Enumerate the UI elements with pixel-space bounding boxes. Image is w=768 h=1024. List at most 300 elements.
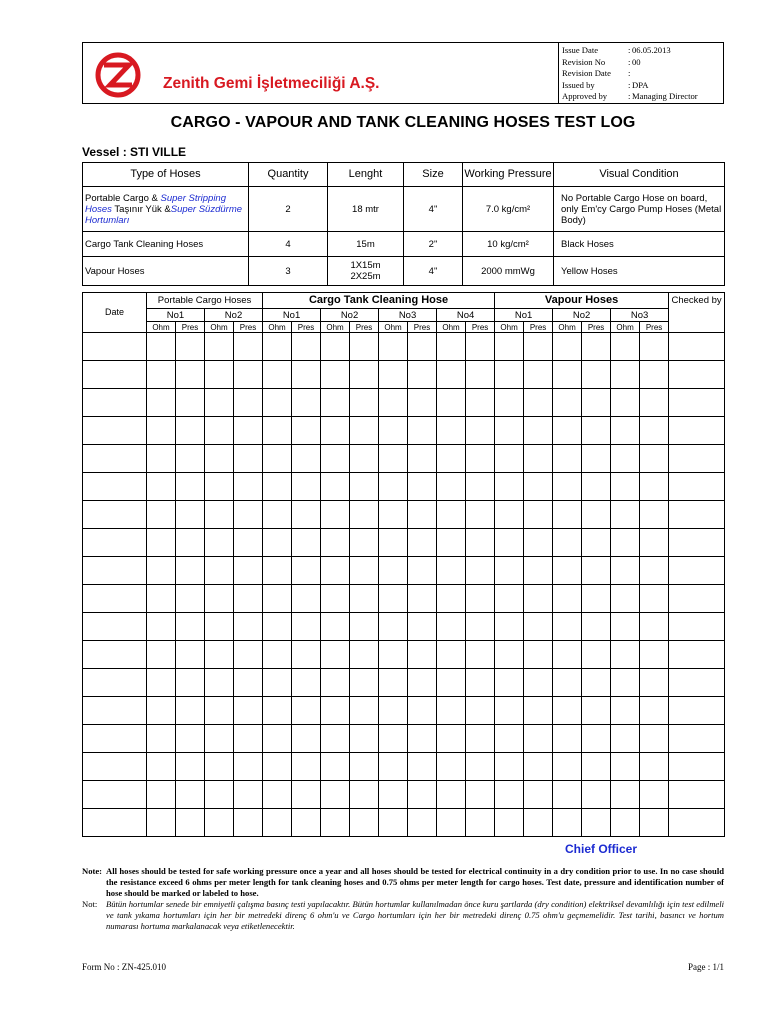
measure-cell[interactable]	[350, 781, 379, 809]
measure-cell[interactable]	[437, 445, 466, 473]
measure-cell[interactable]	[292, 445, 321, 473]
measure-cell[interactable]	[292, 781, 321, 809]
measure-cell[interactable]	[640, 389, 669, 417]
measure-cell[interactable]	[437, 417, 466, 445]
checked-by-cell[interactable]	[669, 333, 725, 361]
measure-cell[interactable]	[234, 361, 263, 389]
measure-cell[interactable]	[640, 445, 669, 473]
measure-cell[interactable]	[553, 473, 582, 501]
measure-cell[interactable]	[553, 417, 582, 445]
measure-cell[interactable]	[582, 613, 611, 641]
measure-cell[interactable]	[176, 473, 205, 501]
measure-cell[interactable]	[321, 389, 350, 417]
measure-cell[interactable]	[495, 473, 524, 501]
measure-cell[interactable]	[524, 725, 553, 753]
measure-cell[interactable]	[205, 585, 234, 613]
measure-cell[interactable]	[350, 613, 379, 641]
measure-cell[interactable]	[553, 725, 582, 753]
measure-cell[interactable]	[553, 641, 582, 669]
measure-cell[interactable]	[379, 529, 408, 557]
measure-cell[interactable]	[466, 753, 495, 781]
measure-cell[interactable]	[640, 417, 669, 445]
measure-cell[interactable]	[263, 669, 292, 697]
checked-by-cell[interactable]	[669, 417, 725, 445]
measure-cell[interactable]	[524, 613, 553, 641]
measure-cell[interactable]	[234, 389, 263, 417]
measure-cell[interactable]	[263, 529, 292, 557]
measure-cell[interactable]	[582, 529, 611, 557]
measure-cell[interactable]	[611, 333, 640, 361]
measure-cell[interactable]	[611, 417, 640, 445]
measure-cell[interactable]	[582, 557, 611, 585]
checked-by-cell[interactable]	[669, 585, 725, 613]
checked-by-cell[interactable]	[669, 781, 725, 809]
measure-cell[interactable]	[495, 725, 524, 753]
measure-cell[interactable]	[524, 641, 553, 669]
measure-cell[interactable]	[205, 669, 234, 697]
measure-cell[interactable]	[379, 361, 408, 389]
measure-cell[interactable]	[379, 333, 408, 361]
measure-cell[interactable]	[466, 417, 495, 445]
measure-cell[interactable]	[263, 753, 292, 781]
measure-cell[interactable]	[147, 361, 176, 389]
measure-cell[interactable]	[437, 725, 466, 753]
measure-cell[interactable]	[408, 333, 437, 361]
measure-cell[interactable]	[640, 781, 669, 809]
measure-cell[interactable]	[147, 445, 176, 473]
checked-by-cell[interactable]	[669, 697, 725, 725]
measure-cell[interactable]	[553, 809, 582, 837]
measure-cell[interactable]	[640, 809, 669, 837]
measure-cell[interactable]	[524, 417, 553, 445]
measure-cell[interactable]	[321, 725, 350, 753]
date-cell[interactable]	[83, 473, 147, 501]
measure-cell[interactable]	[292, 389, 321, 417]
measure-cell[interactable]	[640, 753, 669, 781]
measure-cell[interactable]	[350, 361, 379, 389]
measure-cell[interactable]	[408, 361, 437, 389]
measure-cell[interactable]	[350, 501, 379, 529]
measure-cell[interactable]	[234, 501, 263, 529]
measure-cell[interactable]	[466, 473, 495, 501]
measure-cell[interactable]	[582, 809, 611, 837]
checked-by-cell[interactable]	[669, 473, 725, 501]
date-cell[interactable]	[83, 585, 147, 613]
measure-cell[interactable]	[147, 473, 176, 501]
measure-cell[interactable]	[205, 473, 234, 501]
measure-cell[interactable]	[640, 641, 669, 669]
checked-by-cell[interactable]	[669, 445, 725, 473]
measure-cell[interactable]	[176, 417, 205, 445]
measure-cell[interactable]	[640, 557, 669, 585]
measure-cell[interactable]	[408, 753, 437, 781]
measure-cell[interactable]	[379, 725, 408, 753]
measure-cell[interactable]	[437, 669, 466, 697]
measure-cell[interactable]	[495, 669, 524, 697]
measure-cell[interactable]	[350, 417, 379, 445]
measure-cell[interactable]	[147, 725, 176, 753]
measure-cell[interactable]	[350, 389, 379, 417]
measure-cell[interactable]	[176, 501, 205, 529]
date-cell[interactable]	[83, 697, 147, 725]
date-cell[interactable]	[83, 641, 147, 669]
measure-cell[interactable]	[147, 697, 176, 725]
measure-cell[interactable]	[379, 445, 408, 473]
measure-cell[interactable]	[466, 641, 495, 669]
checked-by-cell[interactable]	[669, 389, 725, 417]
measure-cell[interactable]	[379, 501, 408, 529]
measure-cell[interactable]	[205, 753, 234, 781]
measure-cell[interactable]	[176, 333, 205, 361]
measure-cell[interactable]	[640, 529, 669, 557]
measure-cell[interactable]	[379, 781, 408, 809]
measure-cell[interactable]	[147, 669, 176, 697]
measure-cell[interactable]	[205, 417, 234, 445]
measure-cell[interactable]	[176, 781, 205, 809]
checked-by-cell[interactable]	[669, 753, 725, 781]
measure-cell[interactable]	[495, 781, 524, 809]
measure-cell[interactable]	[553, 585, 582, 613]
measure-cell[interactable]	[640, 697, 669, 725]
measure-cell[interactable]	[640, 333, 669, 361]
measure-cell[interactable]	[292, 417, 321, 445]
measure-cell[interactable]	[640, 585, 669, 613]
checked-by-cell[interactable]	[669, 669, 725, 697]
measure-cell[interactable]	[640, 613, 669, 641]
measure-cell[interactable]	[176, 697, 205, 725]
measure-cell[interactable]	[611, 641, 640, 669]
measure-cell[interactable]	[466, 557, 495, 585]
measure-cell[interactable]	[408, 641, 437, 669]
measure-cell[interactable]	[147, 557, 176, 585]
measure-cell[interactable]	[640, 669, 669, 697]
measure-cell[interactable]	[524, 529, 553, 557]
measure-cell[interactable]	[350, 641, 379, 669]
measure-cell[interactable]	[321, 473, 350, 501]
date-cell[interactable]	[83, 417, 147, 445]
measure-cell[interactable]	[495, 557, 524, 585]
measure-cell[interactable]	[408, 809, 437, 837]
measure-cell[interactable]	[611, 473, 640, 501]
measure-cell[interactable]	[350, 725, 379, 753]
measure-cell[interactable]	[437, 753, 466, 781]
measure-cell[interactable]	[582, 473, 611, 501]
measure-cell[interactable]	[582, 669, 611, 697]
measure-cell[interactable]	[466, 809, 495, 837]
measure-cell[interactable]	[292, 501, 321, 529]
measure-cell[interactable]	[437, 333, 466, 361]
measure-cell[interactable]	[147, 641, 176, 669]
measure-cell[interactable]	[379, 613, 408, 641]
measure-cell[interactable]	[408, 697, 437, 725]
measure-cell[interactable]	[640, 361, 669, 389]
measure-cell[interactable]	[408, 417, 437, 445]
measure-cell[interactable]	[205, 445, 234, 473]
measure-cell[interactable]	[379, 473, 408, 501]
date-cell[interactable]	[83, 725, 147, 753]
measure-cell[interactable]	[437, 781, 466, 809]
measure-cell[interactable]	[611, 585, 640, 613]
measure-cell[interactable]	[466, 669, 495, 697]
measure-cell[interactable]	[205, 809, 234, 837]
measure-cell[interactable]	[582, 585, 611, 613]
date-cell[interactable]	[83, 445, 147, 473]
measure-cell[interactable]	[379, 669, 408, 697]
measure-cell[interactable]	[321, 641, 350, 669]
checked-by-cell[interactable]	[669, 361, 725, 389]
measure-cell[interactable]	[379, 585, 408, 613]
measure-cell[interactable]	[292, 809, 321, 837]
measure-cell[interactable]	[611, 361, 640, 389]
measure-cell[interactable]	[495, 697, 524, 725]
measure-cell[interactable]	[495, 613, 524, 641]
measure-cell[interactable]	[263, 781, 292, 809]
measure-cell[interactable]	[234, 753, 263, 781]
measure-cell[interactable]	[611, 781, 640, 809]
measure-cell[interactable]	[437, 809, 466, 837]
measure-cell[interactable]	[350, 669, 379, 697]
measure-cell[interactable]	[379, 389, 408, 417]
measure-cell[interactable]	[321, 585, 350, 613]
measure-cell[interactable]	[524, 557, 553, 585]
measure-cell[interactable]	[611, 725, 640, 753]
measure-cell[interactable]	[524, 585, 553, 613]
measure-cell[interactable]	[582, 389, 611, 417]
measure-cell[interactable]	[437, 641, 466, 669]
measure-cell[interactable]	[176, 445, 205, 473]
measure-cell[interactable]	[553, 613, 582, 641]
measure-cell[interactable]	[263, 445, 292, 473]
measure-cell[interactable]	[495, 641, 524, 669]
measure-cell[interactable]	[263, 697, 292, 725]
measure-cell[interactable]	[321, 445, 350, 473]
measure-cell[interactable]	[263, 417, 292, 445]
measure-cell[interactable]	[234, 697, 263, 725]
date-cell[interactable]	[83, 753, 147, 781]
measure-cell[interactable]	[524, 809, 553, 837]
measure-cell[interactable]	[524, 781, 553, 809]
measure-cell[interactable]	[350, 333, 379, 361]
measure-cell[interactable]	[234, 641, 263, 669]
measure-cell[interactable]	[437, 361, 466, 389]
measure-cell[interactable]	[263, 641, 292, 669]
measure-cell[interactable]	[263, 473, 292, 501]
measure-cell[interactable]	[234, 809, 263, 837]
measure-cell[interactable]	[553, 697, 582, 725]
measure-cell[interactable]	[263, 725, 292, 753]
measure-cell[interactable]	[176, 361, 205, 389]
measure-cell[interactable]	[350, 529, 379, 557]
measure-cell[interactable]	[321, 669, 350, 697]
measure-cell[interactable]	[408, 529, 437, 557]
measure-cell[interactable]	[147, 501, 176, 529]
measure-cell[interactable]	[292, 753, 321, 781]
measure-cell[interactable]	[147, 529, 176, 557]
date-cell[interactable]	[83, 529, 147, 557]
measure-cell[interactable]	[466, 585, 495, 613]
measure-cell[interactable]	[408, 781, 437, 809]
measure-cell[interactable]	[321, 697, 350, 725]
measure-cell[interactable]	[408, 389, 437, 417]
measure-cell[interactable]	[176, 585, 205, 613]
measure-cell[interactable]	[582, 501, 611, 529]
measure-cell[interactable]	[263, 809, 292, 837]
measure-cell[interactable]	[553, 669, 582, 697]
measure-cell[interactable]	[292, 361, 321, 389]
measure-cell[interactable]	[611, 753, 640, 781]
measure-cell[interactable]	[437, 501, 466, 529]
measure-cell[interactable]	[379, 809, 408, 837]
measure-cell[interactable]	[292, 529, 321, 557]
measure-cell[interactable]	[495, 529, 524, 557]
date-cell[interactable]	[83, 389, 147, 417]
measure-cell[interactable]	[524, 753, 553, 781]
measure-cell[interactable]	[176, 669, 205, 697]
measure-cell[interactable]	[263, 361, 292, 389]
measure-cell[interactable]	[379, 557, 408, 585]
measure-cell[interactable]	[524, 445, 553, 473]
measure-cell[interactable]	[263, 501, 292, 529]
measure-cell[interactable]	[147, 613, 176, 641]
measure-cell[interactable]	[437, 613, 466, 641]
checked-by-cell[interactable]	[669, 529, 725, 557]
measure-cell[interactable]	[437, 389, 466, 417]
measure-cell[interactable]	[379, 697, 408, 725]
measure-cell[interactable]	[466, 389, 495, 417]
measure-cell[interactable]	[205, 333, 234, 361]
measure-cell[interactable]	[263, 389, 292, 417]
measure-cell[interactable]	[495, 333, 524, 361]
measure-cell[interactable]	[524, 389, 553, 417]
measure-cell[interactable]	[495, 389, 524, 417]
measure-cell[interactable]	[205, 501, 234, 529]
measure-cell[interactable]	[524, 473, 553, 501]
measure-cell[interactable]	[524, 501, 553, 529]
measure-cell[interactable]	[321, 361, 350, 389]
measure-cell[interactable]	[640, 501, 669, 529]
measure-cell[interactable]	[553, 529, 582, 557]
measure-cell[interactable]	[611, 613, 640, 641]
checked-by-cell[interactable]	[669, 725, 725, 753]
checked-by-cell[interactable]	[669, 501, 725, 529]
measure-cell[interactable]	[524, 361, 553, 389]
measure-cell[interactable]	[292, 473, 321, 501]
measure-cell[interactable]	[495, 361, 524, 389]
measure-cell[interactable]	[408, 557, 437, 585]
checked-by-cell[interactable]	[669, 809, 725, 837]
measure-cell[interactable]	[321, 501, 350, 529]
measure-cell[interactable]	[234, 529, 263, 557]
date-cell[interactable]	[83, 613, 147, 641]
measure-cell[interactable]	[524, 333, 553, 361]
measure-cell[interactable]	[582, 753, 611, 781]
measure-cell[interactable]	[263, 613, 292, 641]
measure-cell[interactable]	[466, 501, 495, 529]
measure-cell[interactable]	[495, 809, 524, 837]
measure-cell[interactable]	[292, 669, 321, 697]
measure-cell[interactable]	[176, 725, 205, 753]
measure-cell[interactable]	[234, 417, 263, 445]
measure-cell[interactable]	[611, 529, 640, 557]
measure-cell[interactable]	[205, 529, 234, 557]
measure-cell[interactable]	[263, 333, 292, 361]
measure-cell[interactable]	[582, 641, 611, 669]
measure-cell[interactable]	[495, 585, 524, 613]
measure-cell[interactable]	[147, 417, 176, 445]
measure-cell[interactable]	[321, 529, 350, 557]
measure-cell[interactable]	[466, 697, 495, 725]
measure-cell[interactable]	[234, 781, 263, 809]
measure-cell[interactable]	[524, 697, 553, 725]
measure-cell[interactable]	[582, 417, 611, 445]
measure-cell[interactable]	[234, 445, 263, 473]
measure-cell[interactable]	[524, 669, 553, 697]
measure-cell[interactable]	[495, 753, 524, 781]
measure-cell[interactable]	[379, 753, 408, 781]
measure-cell[interactable]	[205, 781, 234, 809]
measure-cell[interactable]	[553, 445, 582, 473]
measure-cell[interactable]	[176, 753, 205, 781]
measure-cell[interactable]	[553, 753, 582, 781]
measure-cell[interactable]	[553, 333, 582, 361]
measure-cell[interactable]	[292, 613, 321, 641]
measure-cell[interactable]	[350, 445, 379, 473]
measure-cell[interactable]	[582, 445, 611, 473]
measure-cell[interactable]	[205, 389, 234, 417]
measure-cell[interactable]	[437, 557, 466, 585]
measure-cell[interactable]	[582, 361, 611, 389]
date-cell[interactable]	[83, 501, 147, 529]
measure-cell[interactable]	[321, 333, 350, 361]
measure-cell[interactable]	[321, 781, 350, 809]
measure-cell[interactable]	[611, 445, 640, 473]
measure-cell[interactable]	[640, 725, 669, 753]
date-cell[interactable]	[83, 809, 147, 837]
measure-cell[interactable]	[321, 417, 350, 445]
measure-cell[interactable]	[147, 753, 176, 781]
checked-by-cell[interactable]	[669, 557, 725, 585]
measure-cell[interactable]	[147, 781, 176, 809]
measure-cell[interactable]	[234, 557, 263, 585]
measure-cell[interactable]	[234, 725, 263, 753]
measure-cell[interactable]	[350, 697, 379, 725]
measure-cell[interactable]	[582, 781, 611, 809]
measure-cell[interactable]	[350, 585, 379, 613]
measure-cell[interactable]	[234, 585, 263, 613]
measure-cell[interactable]	[408, 473, 437, 501]
measure-cell[interactable]	[437, 529, 466, 557]
measure-cell[interactable]	[582, 725, 611, 753]
measure-cell[interactable]	[176, 557, 205, 585]
measure-cell[interactable]	[640, 473, 669, 501]
measure-cell[interactable]	[321, 809, 350, 837]
date-cell[interactable]	[83, 669, 147, 697]
measure-cell[interactable]	[263, 585, 292, 613]
measure-cell[interactable]	[466, 361, 495, 389]
measure-cell[interactable]	[205, 613, 234, 641]
measure-cell[interactable]	[553, 501, 582, 529]
measure-cell[interactable]	[321, 557, 350, 585]
measure-cell[interactable]	[379, 641, 408, 669]
measure-cell[interactable]	[176, 613, 205, 641]
measure-cell[interactable]	[205, 725, 234, 753]
measure-cell[interactable]	[408, 501, 437, 529]
measure-cell[interactable]	[205, 641, 234, 669]
measure-cell[interactable]	[466, 529, 495, 557]
measure-cell[interactable]	[553, 557, 582, 585]
measure-cell[interactable]	[350, 557, 379, 585]
measure-cell[interactable]	[611, 669, 640, 697]
